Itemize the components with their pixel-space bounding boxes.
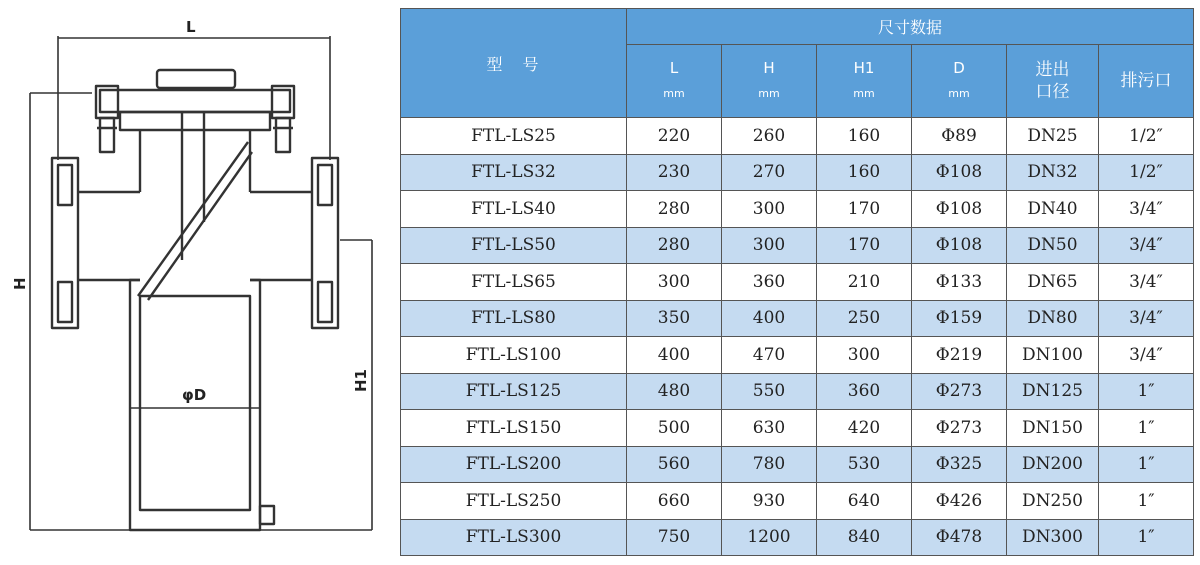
cell-h: 270 [722,154,817,191]
cell-port: DN50 [1007,227,1099,264]
cell-l: 280 [627,227,722,264]
cell-port: DN32 [1007,154,1099,191]
cell-model: FTL-LS300 [401,519,627,556]
cell-h1: 640 [817,483,912,520]
cell-drain: 1″ [1099,519,1194,556]
dimension-H-label: H [11,277,29,290]
dimension-group-header: 尺寸数据 [627,9,1194,45]
column-header-L: L mm [627,45,722,118]
cell-h: 400 [722,300,817,337]
cell-port: DN150 [1007,410,1099,447]
cell-d: Φ89 [912,118,1007,155]
cell-model: FTL-LS125 [401,373,627,410]
column-header-H1: H1 mm [817,45,912,118]
cell-model: FTL-LS25 [401,118,627,155]
cell-model: FTL-LS32 [401,154,627,191]
cell-l: 560 [627,446,722,483]
cell-port: DN300 [1007,519,1099,556]
cell-d: Φ159 [912,300,1007,337]
cell-drain: 3/4″ [1099,300,1194,337]
strainer-technical-drawing [0,0,395,565]
table-row [401,264,1194,301]
cell-port: DN125 [1007,373,1099,410]
column-header-D: D mm [912,45,1007,118]
column-header-drain: 排污口 [1099,45,1194,118]
table-row [401,373,1194,410]
cell-h: 1200 [722,519,817,556]
cell-port: DN40 [1007,191,1099,228]
cell-model: FTL-LS250 [401,483,627,520]
cell-h: 930 [722,483,817,520]
cell-h1: 250 [817,300,912,337]
cell-d: Φ108 [912,191,1007,228]
cell-d: Φ273 [912,373,1007,410]
cell-drain: 1/2″ [1099,118,1194,155]
cell-d: Φ325 [912,446,1007,483]
table-row [401,337,1194,374]
cell-h1: 210 [817,264,912,301]
cell-h1: 530 [817,446,912,483]
cell-h: 260 [722,118,817,155]
dimension-D-label: φD [182,386,207,404]
dimension-spec-table [400,8,1194,556]
cell-h1: 170 [817,191,912,228]
cell-model: FTL-LS65 [401,264,627,301]
cell-drain: 3/4″ [1099,337,1194,374]
table-row [401,191,1194,228]
cell-model: FTL-LS80 [401,300,627,337]
cell-h1: 840 [817,519,912,556]
cell-h1: 170 [817,227,912,264]
cell-port: DN100 [1007,337,1099,374]
cell-l: 280 [627,191,722,228]
table-row [401,118,1194,155]
cell-h: 300 [722,191,817,228]
cell-port: DN250 [1007,483,1099,520]
cell-h1: 160 [817,118,912,155]
cell-l: 350 [627,300,722,337]
cell-port: DN25 [1007,118,1099,155]
cell-d: Φ478 [912,519,1007,556]
model-column-header [401,9,627,118]
table-row [401,227,1194,264]
table-row [401,483,1194,520]
cell-drain: 1″ [1099,410,1194,447]
spec-table-body [401,118,1194,556]
cell-port: DN80 [1007,300,1099,337]
table-row [401,300,1194,337]
cell-l: 230 [627,154,722,191]
cell-l: 480 [627,373,722,410]
cell-d: Φ273 [912,410,1007,447]
cell-model: FTL-LS40 [401,191,627,228]
table-row [401,410,1194,447]
cell-drain: 1/2″ [1099,154,1194,191]
cell-d: Φ219 [912,337,1007,374]
cell-drain: 3/4″ [1099,191,1194,228]
cell-drain: 1″ [1099,373,1194,410]
cell-l: 660 [627,483,722,520]
cell-h1: 160 [817,154,912,191]
cell-d: Φ108 [912,227,1007,264]
column-header-port: 进出 口径 [1007,45,1099,118]
column-header-H: H mm [722,45,817,118]
cell-port: DN65 [1007,264,1099,301]
cell-h: 630 [722,410,817,447]
cell-h: 780 [722,446,817,483]
cell-h1: 360 [817,373,912,410]
cell-l: 750 [627,519,722,556]
cell-l: 220 [627,118,722,155]
cell-h1: 420 [817,410,912,447]
cell-l: 300 [627,264,722,301]
cell-h: 470 [722,337,817,374]
cell-h: 360 [722,264,817,301]
cell-h: 300 [722,227,817,264]
cell-model: FTL-LS200 [401,446,627,483]
cell-h: 550 [722,373,817,410]
cell-drain: 3/4″ [1099,227,1194,264]
dimension-L-label: L [186,18,196,36]
cell-model: FTL-LS50 [401,227,627,264]
cell-drain: 1″ [1099,483,1194,520]
table-row [401,154,1194,191]
cell-drain: 1″ [1099,446,1194,483]
cell-port: DN200 [1007,446,1099,483]
cell-d: Φ133 [912,264,1007,301]
cell-model: FTL-LS150 [401,410,627,447]
cell-l: 500 [627,410,722,447]
cell-model: FTL-LS100 [401,337,627,374]
table-row [401,519,1194,556]
cell-h1: 300 [817,337,912,374]
cell-d: Φ426 [912,483,1007,520]
cell-l: 400 [627,337,722,374]
model-header-label: 型 号 [486,54,541,74]
dimension-H1-label: H1 [352,369,370,392]
cell-d: Φ108 [912,154,1007,191]
table-row [401,446,1194,483]
cell-drain: 3/4″ [1099,264,1194,301]
